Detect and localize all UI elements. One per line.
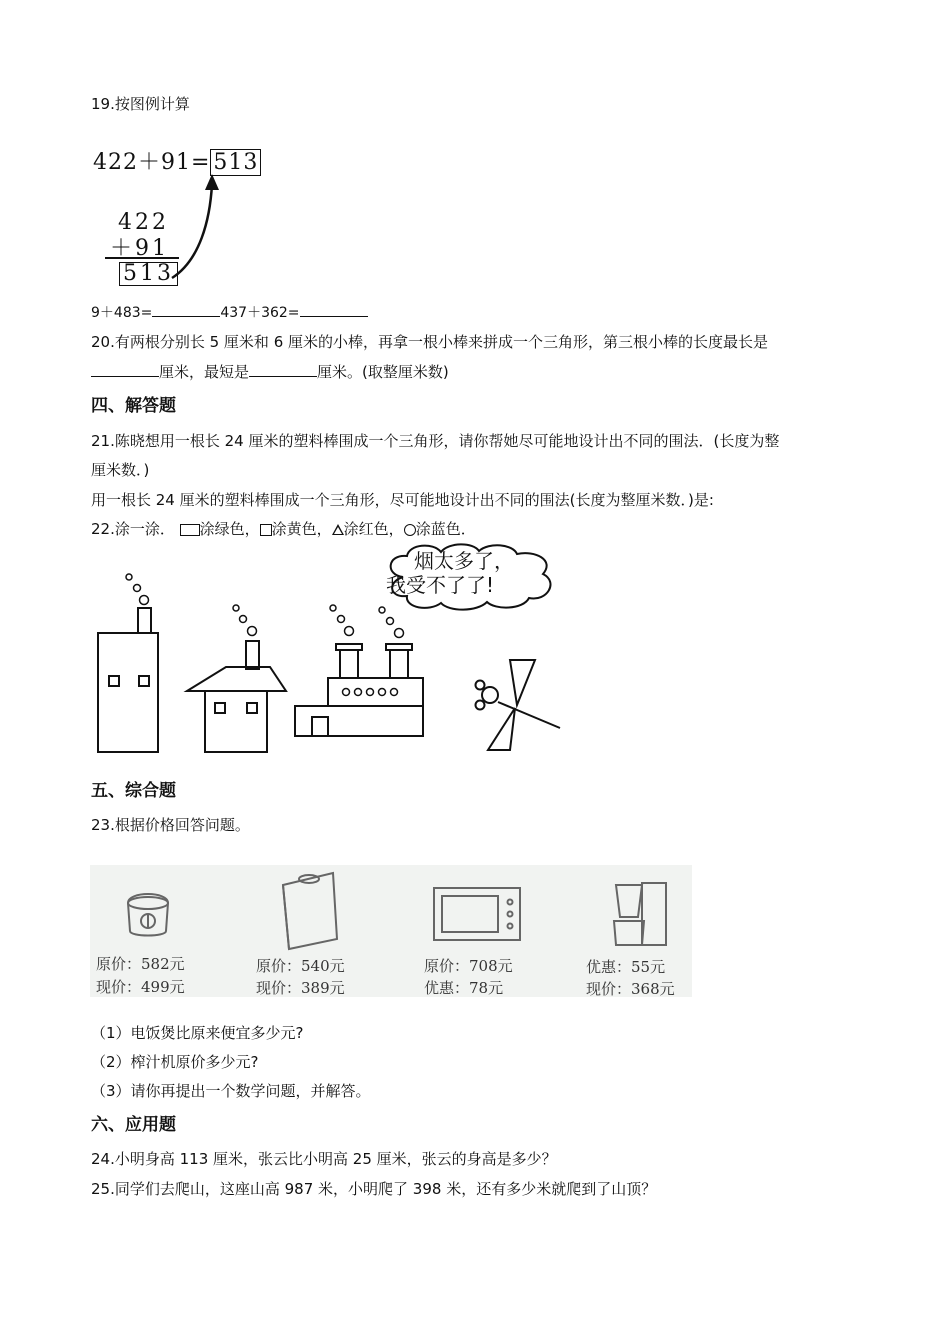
q22-red: 涂红色， — [343, 520, 404, 538]
washing-machine-icon — [275, 867, 345, 955]
q19-problem-b: 437＋362= — [220, 305, 300, 321]
q23-sub1: （1）电饭煲比原来便宜多少元? — [91, 1024, 304, 1042]
q23-sub3: （3）请你再提出一个数学问题，并解答。 — [91, 1082, 371, 1100]
speech-cloud-line1: 烟太多了， — [414, 549, 514, 573]
q25-text: 25.同学们去爬山，这座山高 987 米，小明爬了 398 米，还有多少米就爬到了山顶？ — [91, 1180, 657, 1198]
q21-line1: 21.陈晓想用一根长 24 厘米的塑料棒围成一个三角形，请你帮她尽可能地设计出不同的围法．(长度为整 — [91, 432, 780, 450]
speech-cloud-line2: 我受不了了! — [386, 573, 495, 597]
square-shape-icon — [260, 524, 272, 536]
washing-machine-label2: 现价：389元 — [256, 979, 345, 997]
rice-cooker-icon — [118, 883, 178, 943]
q19-vertical-top: 422 — [118, 210, 169, 235]
circle-shape-icon — [404, 524, 416, 536]
q19-answer-blank-b[interactable] — [300, 302, 368, 317]
q19-problems — [91, 302, 368, 324]
q19-answer-blank-a[interactable] — [152, 302, 220, 317]
q19-example-expr: 422＋91= — [93, 150, 211, 175]
q22-yellow: 涂黄色， — [271, 520, 332, 538]
q22-prefix: 22.涂一涂． — [91, 520, 175, 538]
microwave-label2: 优惠：78元 — [424, 979, 504, 997]
dragonfly[interactable] — [476, 660, 561, 750]
q21-line2: 厘米数．) — [91, 461, 150, 479]
tall-building[interactable] — [98, 574, 158, 752]
q19-title: 19.按图例计算 — [91, 95, 190, 113]
q22-blue: 涂蓝色． — [415, 520, 476, 538]
q21-line3: 用一根长 24 厘米的塑料棒围成一个三角形，尽可能地设计出不同的围法(长度为整厘米数．)是: — [91, 491, 714, 509]
q19-vertical-sum: 513 — [119, 262, 178, 286]
microwave-icon — [430, 880, 525, 945]
q20-part-a: 厘米，最短是 — [159, 363, 250, 381]
microwave-label1: 原价：708元 — [424, 957, 513, 975]
q23-sub2: （2）榨汁机原价多少元? — [91, 1053, 259, 1071]
speech-cloud-text — [386, 549, 514, 597]
house[interactable] — [187, 605, 286, 752]
rice-cooker-label2: 现价：499元 — [96, 978, 185, 996]
triangle-shape-icon — [332, 524, 344, 535]
price-image — [90, 865, 692, 997]
q20-answer-blank-max[interactable] — [91, 362, 159, 377]
rectangle-shape-icon — [180, 524, 200, 536]
juicer-label1: 优惠：55元 — [586, 958, 666, 976]
q19-example-result-box: 513 — [210, 149, 261, 176]
q24-text: 24.小明身高 113 厘米，张云比小明高 25 厘米，张云的身高是多少？ — [91, 1150, 557, 1168]
section-5-heading: 五、综合题 — [91, 781, 176, 801]
q19-vertical-addend: ＋91 — [110, 236, 169, 261]
q23-title: 23.根据价格回答问题。 — [91, 816, 250, 834]
washing-machine-label1: 原价：540元 — [256, 957, 345, 975]
q20-answer-blank-min[interactable] — [249, 362, 317, 377]
q22-instruction — [91, 518, 476, 540]
section-4-heading: 四、解答题 — [91, 396, 176, 416]
section-6-heading: 六、应用题 — [91, 1115, 176, 1135]
factory[interactable] — [295, 605, 423, 736]
q19-arrow — [160, 170, 230, 285]
juicer-label2: 现价：368元 — [586, 980, 675, 998]
q20-line2 — [91, 361, 449, 383]
juicer-icon — [608, 877, 678, 952]
q19-problem-a: 9＋483= — [91, 305, 153, 321]
q20-line1: 20.有两根分别长 5 厘米和 6 厘米的小棒，再拿一根小棒来拼成一个三角形，第三根小棒的长度最长是 — [91, 333, 769, 351]
q20-part-b: 厘米。(取整厘米数) — [317, 363, 449, 381]
q22-green: 涂绿色， — [199, 520, 260, 538]
rice-cooker-label1: 原价：582元 — [96, 955, 185, 973]
